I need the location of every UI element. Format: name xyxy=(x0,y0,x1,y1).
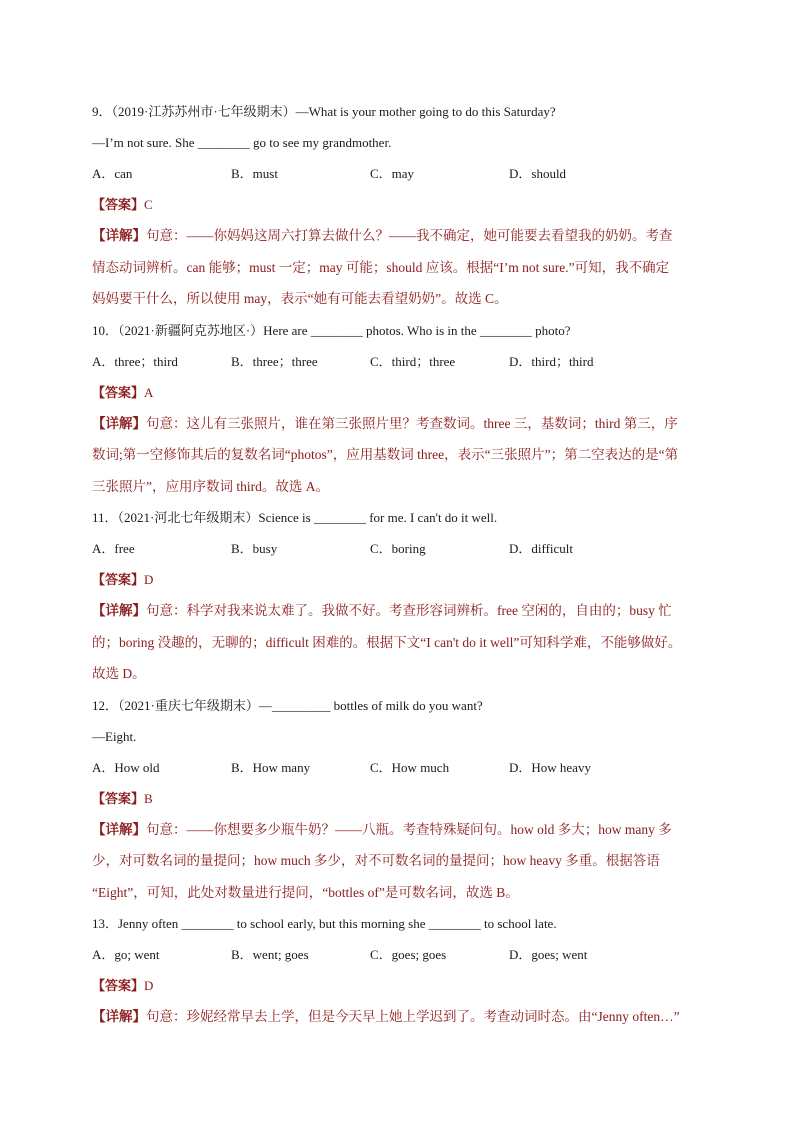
explanation-text: 妈妈要干什么，所以使用 may，表示“她有可能去看望奶奶”。故选 C。 xyxy=(92,291,508,306)
explanation-tag: 【详解】 xyxy=(92,603,146,618)
explanation-text: 的；boring 没趣的，无聊的；difficult 困难的。根据下文“I can't do it well”可知科学难，不能够做好。 xyxy=(92,634,682,650)
answer-line xyxy=(92,970,712,1001)
option: B．must xyxy=(231,166,278,181)
question-stem: 12．（2021·重庆七年级期末）—_________ bottles of milk do you want? xyxy=(92,697,483,713)
answer-tag: 【答案】 xyxy=(92,384,145,400)
option: B．went; goes xyxy=(231,947,309,962)
answer-line xyxy=(92,377,712,408)
question-stem: 13．Jenny often ________ to school early, but this morning she ________ to school late. xyxy=(92,916,557,931)
option: B．How many xyxy=(231,759,311,775)
answer-tag: 【答案】 xyxy=(92,978,145,993)
option: A．can xyxy=(92,166,133,181)
question-block xyxy=(92,96,712,315)
explanation-tag: 【详解】 xyxy=(92,1009,146,1024)
explanation-line xyxy=(92,439,712,471)
explanation-tag: 【详解】 xyxy=(92,821,146,837)
answer-value: B xyxy=(144,790,153,806)
answer-line xyxy=(92,783,712,814)
explanation-line xyxy=(92,845,712,877)
option: A．free xyxy=(92,541,135,556)
explanation xyxy=(92,220,712,315)
question-stem: —I’m not sure. She ________ go to see my grandmother. xyxy=(92,135,392,150)
options-row xyxy=(92,752,712,783)
options-row xyxy=(92,346,712,377)
answer-tag: 【答案】 xyxy=(92,572,145,587)
option: A．How old xyxy=(92,759,160,775)
option: D．difficult xyxy=(509,541,574,556)
explanation xyxy=(92,595,712,690)
answer-line xyxy=(92,189,712,220)
explanation-line xyxy=(92,877,712,909)
question-list xyxy=(92,96,712,1033)
explanation xyxy=(92,814,712,909)
question-stem: 10．（2021·新疆阿克苏地区·）Here are ________ photos. Who is in the ________ photo? xyxy=(92,322,571,338)
question-stem: 9．（2019·江苏苏州市·七年级期末）—What is your mother going to do this Saturday? xyxy=(92,104,556,119)
option: A．three；third xyxy=(92,353,178,369)
option: C．may xyxy=(370,166,415,181)
answer-line xyxy=(92,564,712,595)
explanation-line xyxy=(92,471,712,503)
explanation-tag: 【详解】 xyxy=(92,415,146,431)
answer-value: A xyxy=(144,384,154,400)
option: C．boring xyxy=(370,541,426,556)
explanation-text: 故选 D。 xyxy=(92,666,146,681)
explanation-text: 句意：这儿有三张照片，谁在第三张照片里？考查数词。three 三，基数词；third 第三，序 xyxy=(146,415,678,431)
question-stem: 11．（2021·河北七年级期末）Science is ________ for me. I can't do it well. xyxy=(92,510,498,525)
explanation-text: 数词;第一空修饰其后的复数名词“photos”，应用基数词 three，表示“三张照片”；第二空表达的是“第 xyxy=(92,447,679,462)
option: C．third；three xyxy=(370,353,456,369)
explanation-line xyxy=(92,814,712,846)
option: C．How much xyxy=(370,759,450,775)
explanation-text: 句意：——你想要多少瓶牛奶？——八瓶。考查特殊疑问句。how old 多大；how many 多 xyxy=(146,821,672,837)
options-row xyxy=(92,939,712,970)
explanation-text: 少，对可数名词的量提问；how much 多少，对不可数名词的量提问；how heavy 多重。根据答语 xyxy=(92,853,660,868)
explanation-line xyxy=(92,252,712,284)
explanation-line xyxy=(92,658,712,690)
explanation-line xyxy=(92,220,712,252)
explanation-line xyxy=(92,627,712,659)
explanation-text: “Eight”，可知，此处对数量进行提问，“bottles of”是可数名词，故选 B。 xyxy=(92,884,519,900)
explanation-text: 三张照片”，应用序数词 third。故选 A。 xyxy=(92,478,329,494)
answer-tag: 【答案】 xyxy=(92,197,145,212)
answer-tag: 【答案】 xyxy=(92,790,145,806)
option: D．goes; went xyxy=(509,947,588,962)
question-stem: —Eight. xyxy=(92,728,137,744)
explanation-text: 句意：珍妮经常早去上学，但是今天早上她上学迟到了。考查动词时态。由“Jenny often…” xyxy=(146,1009,680,1024)
answer-value: C xyxy=(144,197,153,212)
explanation-line xyxy=(92,283,712,315)
explanation xyxy=(92,408,712,503)
explanation-text: 句意：——你妈妈这周六打算去做什么？——我不确定，她可能要去看望我的奶奶。考查 xyxy=(146,228,673,243)
option: B．busy xyxy=(231,541,278,556)
answer-value: D xyxy=(144,978,154,993)
options-row xyxy=(92,158,712,189)
question-block xyxy=(92,690,712,909)
question-block xyxy=(92,502,712,690)
question-block xyxy=(92,315,712,503)
question-block xyxy=(92,908,712,1033)
explanation-line xyxy=(92,1001,712,1033)
explanation-line xyxy=(92,408,712,440)
option: B．three；three xyxy=(231,353,318,369)
explanation-text: 句意：科学对我来说太难了。我做不好。考查形容词辨析。free 空闲的，自由的；busy 忙 xyxy=(146,603,672,618)
explanation-tag: 【详解】 xyxy=(92,228,146,243)
option: A．go; went xyxy=(92,947,160,962)
explanation xyxy=(92,1001,712,1033)
option: D．should xyxy=(509,166,567,181)
option: D．third；third xyxy=(509,353,594,369)
options-row xyxy=(92,533,712,564)
answer-value: D xyxy=(144,572,154,587)
option: C．goes; goes xyxy=(370,947,447,962)
explanation-line xyxy=(92,595,712,627)
explanation-text: 情态动词辨析。can 能够；must 一定；may 可能；should 应该。根据“I’m not sure.”可知，我不确定 xyxy=(92,259,670,275)
option: D．How heavy xyxy=(509,759,591,775)
